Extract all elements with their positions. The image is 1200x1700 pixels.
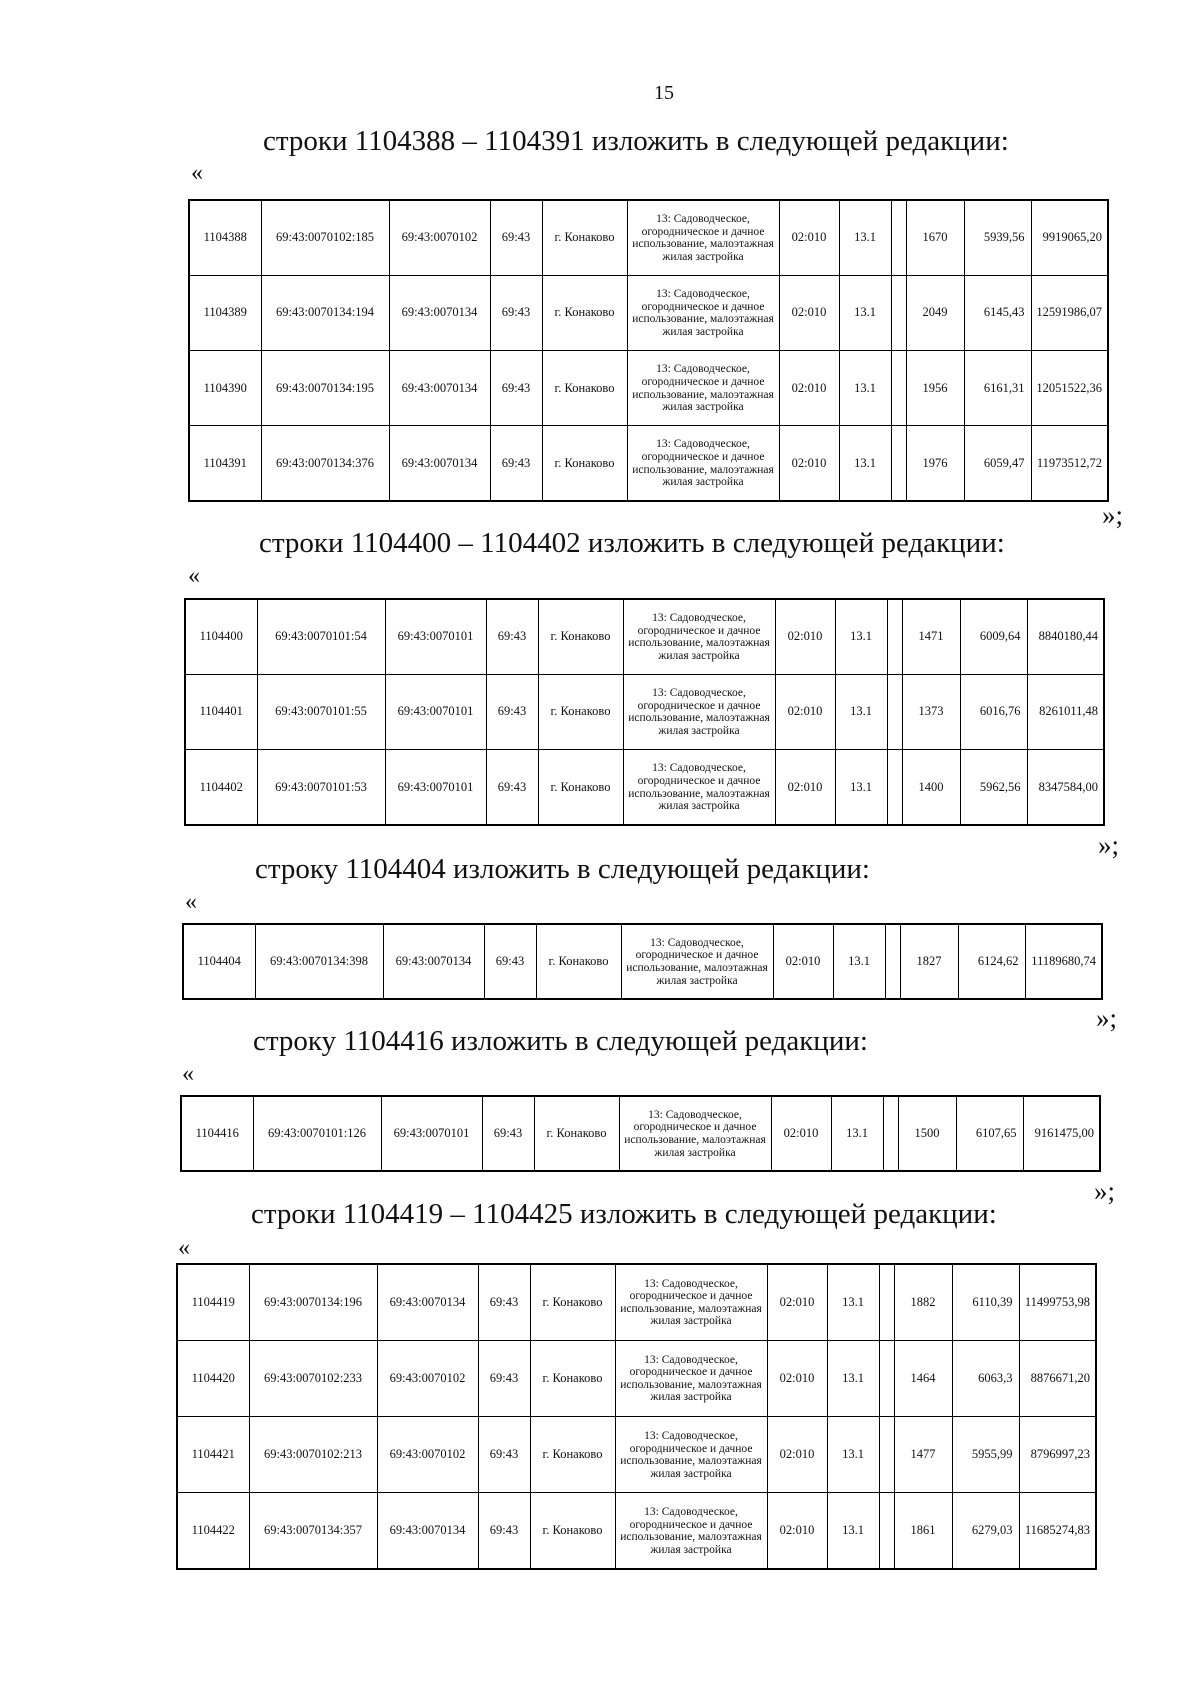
area-cell: 1500 xyxy=(898,1096,956,1171)
close-quote: »; xyxy=(1102,500,1124,530)
sum-cell: 9919065,20 xyxy=(1031,200,1108,275)
purpose-cell: 13: Садоводческое, огородническое и дачное использование, малоэтажная жилая застройка xyxy=(619,1096,771,1171)
sum-cell: 12051522,36 xyxy=(1031,351,1108,426)
row-id-cell: 1104404 xyxy=(183,924,255,999)
empty-cell xyxy=(891,426,906,501)
quarter-cell: 69:43:0070134 xyxy=(377,1493,478,1569)
table-row xyxy=(185,599,1104,674)
empty-cell xyxy=(887,750,902,825)
code-cell: 02:010 xyxy=(773,924,833,999)
locality-cell: г. Конаково xyxy=(542,426,627,501)
purpose-cell: 13: Садоводческое, огородническое и дачное использование, малоэтажная жилая застройка xyxy=(627,275,779,350)
district-cell: 69:43 xyxy=(482,1096,534,1171)
value-cell: 5962,56 xyxy=(960,750,1027,825)
close-quote: »; xyxy=(1096,1003,1118,1033)
group-cell: 13.1 xyxy=(827,1493,879,1569)
table-row xyxy=(177,1417,1096,1493)
locality-cell: г. Конаково xyxy=(530,1264,615,1340)
group-cell: 13.1 xyxy=(827,1264,879,1340)
code-cell: 02:010 xyxy=(767,1493,827,1569)
area-cell: 1882 xyxy=(894,1264,952,1340)
cadastral-number-cell: 69:43:0070134:196 xyxy=(249,1264,377,1340)
open-quote: « xyxy=(191,160,203,186)
area-cell: 1670 xyxy=(906,200,964,275)
row-id-cell: 1104391 xyxy=(189,426,261,501)
district-cell: 69:43 xyxy=(486,674,538,749)
open-quote: « xyxy=(185,889,197,915)
row-id-cell: 1104419 xyxy=(177,1264,249,1340)
table-row xyxy=(177,1264,1096,1340)
district-cell: 69:43 xyxy=(490,200,542,275)
district-cell: 69:43 xyxy=(478,1493,530,1569)
district-cell: 69:43 xyxy=(478,1264,530,1340)
cadastral-number-cell: 69:43:0070134:357 xyxy=(249,1493,377,1569)
amendment-table xyxy=(184,598,1105,826)
purpose-cell: 13: Садоводческое, огородническое и дачное использование, малоэтажная жилая застройка xyxy=(623,599,775,674)
close-quote: »; xyxy=(1094,1176,1116,1206)
locality-cell: г. Конаково xyxy=(536,924,621,999)
cadastral-number-cell: 69:43:0070134:376 xyxy=(261,426,389,501)
purpose-cell: 13: Садоводческое, огородническое и дачное использование, малоэтажная жилая застройка xyxy=(615,1493,767,1569)
table-row xyxy=(177,1340,1096,1416)
value-cell: 6009,64 xyxy=(960,599,1027,674)
sum-cell: 8796997,23 xyxy=(1019,1417,1096,1493)
code-cell: 02:010 xyxy=(779,351,839,426)
value-cell: 5939,56 xyxy=(964,200,1031,275)
group-cell: 13.1 xyxy=(839,351,891,426)
row-id-cell: 1104402 xyxy=(185,750,257,825)
sum-cell: 9161475,00 xyxy=(1023,1096,1100,1171)
purpose-cell: 13: Садоводческое, огородническое и дачное использование, малоэтажная жилая застройка xyxy=(621,924,773,999)
cadastral-number-cell: 69:43:0070102:233 xyxy=(249,1340,377,1416)
section-heading: строки 1104388 – 1104391 изложить в следующей редакции: xyxy=(263,125,1009,157)
section-heading: строки 1104419 – 1104425 изложить в следующей редакции: xyxy=(251,1198,997,1230)
empty-cell xyxy=(879,1417,894,1493)
value-cell: 6161,31 xyxy=(964,351,1031,426)
value-cell: 6063,3 xyxy=(952,1340,1019,1416)
page-number: 15 xyxy=(654,82,674,104)
row-id-cell: 1104389 xyxy=(189,275,261,350)
purpose-cell: 13: Садоводческое, огородническое и дачное использование, малоэтажная жилая застройка xyxy=(615,1340,767,1416)
area-cell: 1400 xyxy=(902,750,960,825)
quarter-cell: 69:43:0070101 xyxy=(385,599,486,674)
locality-cell: г. Конаково xyxy=(530,1417,615,1493)
table-row xyxy=(189,351,1108,426)
row-id-cell: 1104420 xyxy=(177,1340,249,1416)
section-heading: строку 1104416 изложить в следующей редакции: xyxy=(253,1025,868,1057)
group-cell: 13.1 xyxy=(839,200,891,275)
quarter-cell: 69:43:0070101 xyxy=(385,750,486,825)
area-cell: 1976 xyxy=(906,426,964,501)
empty-cell xyxy=(887,674,902,749)
open-quote: « xyxy=(188,563,200,589)
group-cell: 13.1 xyxy=(835,750,887,825)
empty-cell xyxy=(891,200,906,275)
sum-cell: 8876671,20 xyxy=(1019,1340,1096,1416)
value-cell: 6110,39 xyxy=(952,1264,1019,1340)
district-cell: 69:43 xyxy=(490,275,542,350)
area-cell: 1464 xyxy=(894,1340,952,1416)
sum-cell: 11499753,98 xyxy=(1019,1264,1096,1340)
district-cell: 69:43 xyxy=(484,924,536,999)
code-cell: 02:010 xyxy=(771,1096,831,1171)
district-cell: 69:43 xyxy=(486,599,538,674)
empty-cell xyxy=(879,1264,894,1340)
sum-cell: 8347584,00 xyxy=(1027,750,1104,825)
group-cell: 13.1 xyxy=(833,924,885,999)
locality-cell: г. Конаково xyxy=(530,1340,615,1416)
empty-cell xyxy=(883,1096,898,1171)
table-row xyxy=(181,1096,1100,1171)
locality-cell: г. Конаково xyxy=(542,275,627,350)
sum-cell: 8261011,48 xyxy=(1027,674,1104,749)
code-cell: 02:010 xyxy=(767,1417,827,1493)
quarter-cell: 69:43:0070134 xyxy=(389,426,490,501)
open-quote: « xyxy=(178,1235,190,1261)
quarter-cell: 69:43:0070134 xyxy=(377,1264,478,1340)
district-cell: 69:43 xyxy=(486,750,538,825)
sum-cell: 12591986,07 xyxy=(1031,275,1108,350)
value-cell: 5955,99 xyxy=(952,1417,1019,1493)
code-cell: 02:010 xyxy=(767,1264,827,1340)
group-cell: 13.1 xyxy=(835,599,887,674)
cadastral-number-cell: 69:43:0070102:185 xyxy=(261,200,389,275)
sum-cell: 11973512,72 xyxy=(1031,426,1108,501)
value-cell: 6279,03 xyxy=(952,1493,1019,1569)
table-row xyxy=(185,750,1104,825)
row-id-cell: 1104400 xyxy=(185,599,257,674)
amendment-table xyxy=(182,923,1103,1000)
section-heading: строку 1104404 изложить в следующей редакции: xyxy=(255,853,870,885)
value-cell: 6059,47 xyxy=(964,426,1031,501)
code-cell: 02:010 xyxy=(779,200,839,275)
code-cell: 02:010 xyxy=(775,750,835,825)
purpose-cell: 13: Садоводческое, огородническое и дачное использование, малоэтажная жилая застройка xyxy=(627,351,779,426)
district-cell: 69:43 xyxy=(478,1417,530,1493)
cadastral-number-cell: 69:43:0070101:53 xyxy=(257,750,385,825)
table-row xyxy=(189,275,1108,350)
row-id-cell: 1104416 xyxy=(181,1096,253,1171)
quarter-cell: 69:43:0070101 xyxy=(381,1096,482,1171)
district-cell: 69:43 xyxy=(490,351,542,426)
quarter-cell: 69:43:0070102 xyxy=(377,1417,478,1493)
cadastral-number-cell: 69:43:0070134:195 xyxy=(261,351,389,426)
quarter-cell: 69:43:0070134 xyxy=(389,275,490,350)
area-cell: 1827 xyxy=(900,924,958,999)
locality-cell: г. Конаково xyxy=(542,351,627,426)
open-quote: « xyxy=(182,1061,194,1087)
value-cell: 6145,43 xyxy=(964,275,1031,350)
value-cell: 6124,62 xyxy=(958,924,1025,999)
group-cell: 13.1 xyxy=(831,1096,883,1171)
group-cell: 13.1 xyxy=(827,1417,879,1493)
table-row xyxy=(189,426,1108,501)
row-id-cell: 1104401 xyxy=(185,674,257,749)
group-cell: 13.1 xyxy=(839,426,891,501)
locality-cell: г. Конаково xyxy=(538,599,623,674)
group-cell: 13.1 xyxy=(835,674,887,749)
area-cell: 2049 xyxy=(906,275,964,350)
cadastral-number-cell: 69:43:0070134:398 xyxy=(255,924,383,999)
table-row xyxy=(185,674,1104,749)
area-cell: 1471 xyxy=(902,599,960,674)
code-cell: 02:010 xyxy=(775,674,835,749)
quarter-cell: 69:43:0070102 xyxy=(377,1340,478,1416)
quarter-cell: 69:43:0070101 xyxy=(385,674,486,749)
row-id-cell: 1104388 xyxy=(189,200,261,275)
area-cell: 1477 xyxy=(894,1417,952,1493)
empty-cell xyxy=(879,1493,894,1569)
area-cell: 1373 xyxy=(902,674,960,749)
empty-cell xyxy=(887,599,902,674)
value-cell: 6107,65 xyxy=(956,1096,1023,1171)
district-cell: 69:43 xyxy=(478,1340,530,1416)
purpose-cell: 13: Садоводческое, огородническое и дачное использование, малоэтажная жилая застройка xyxy=(623,674,775,749)
purpose-cell: 13: Садоводческое, огородническое и дачное использование, малоэтажная жилая застройка xyxy=(627,426,779,501)
quarter-cell: 69:43:0070134 xyxy=(389,351,490,426)
group-cell: 13.1 xyxy=(827,1340,879,1416)
sum-cell: 11685274,83 xyxy=(1019,1493,1096,1569)
cadastral-number-cell: 69:43:0070101:54 xyxy=(257,599,385,674)
code-cell: 02:010 xyxy=(767,1340,827,1416)
table-row xyxy=(189,200,1108,275)
row-id-cell: 1104421 xyxy=(177,1417,249,1493)
area-cell: 1956 xyxy=(906,351,964,426)
purpose-cell: 13: Садоводческое, огородническое и дачное использование, малоэтажная жилая застройка xyxy=(615,1264,767,1340)
row-id-cell: 1104422 xyxy=(177,1493,249,1569)
empty-cell xyxy=(891,275,906,350)
section-heading: строки 1104400 – 1104402 изложить в следующей редакции: xyxy=(259,527,1005,559)
table-row xyxy=(183,924,1102,999)
sum-cell: 8840180,44 xyxy=(1027,599,1104,674)
empty-cell xyxy=(879,1340,894,1416)
sum-cell: 11189680,74 xyxy=(1025,924,1102,999)
cadastral-number-cell: 69:43:0070101:126 xyxy=(253,1096,381,1171)
cadastral-number-cell: 69:43:0070134:194 xyxy=(261,275,389,350)
amendment-table xyxy=(176,1263,1097,1570)
group-cell: 13.1 xyxy=(839,275,891,350)
locality-cell: г. Конаково xyxy=(534,1096,619,1171)
locality-cell: г. Конаково xyxy=(542,200,627,275)
table-row xyxy=(177,1493,1096,1569)
value-cell: 6016,76 xyxy=(960,674,1027,749)
quarter-cell: 69:43:0070134 xyxy=(383,924,484,999)
amendment-table xyxy=(188,199,1109,502)
purpose-cell: 13: Садоводческое, огородническое и дачное использование, малоэтажная жилая застройка xyxy=(615,1417,767,1493)
empty-cell xyxy=(891,351,906,426)
district-cell: 69:43 xyxy=(490,426,542,501)
quarter-cell: 69:43:0070102 xyxy=(389,200,490,275)
code-cell: 02:010 xyxy=(779,426,839,501)
row-id-cell: 1104390 xyxy=(189,351,261,426)
purpose-cell: 13: Садоводческое, огородническое и дачное использование, малоэтажная жилая застройка xyxy=(623,750,775,825)
locality-cell: г. Конаково xyxy=(530,1493,615,1569)
cadastral-number-cell: 69:43:0070101:55 xyxy=(257,674,385,749)
code-cell: 02:010 xyxy=(775,599,835,674)
locality-cell: г. Конаково xyxy=(538,674,623,749)
purpose-cell: 13: Садоводческое, огородническое и дачное использование, малоэтажная жилая застройка xyxy=(627,200,779,275)
area-cell: 1861 xyxy=(894,1493,952,1569)
empty-cell xyxy=(885,924,900,999)
close-quote: »; xyxy=(1098,830,1120,860)
cadastral-number-cell: 69:43:0070102:213 xyxy=(249,1417,377,1493)
code-cell: 02:010 xyxy=(779,275,839,350)
amendment-table xyxy=(180,1095,1101,1172)
locality-cell: г. Конаково xyxy=(538,750,623,825)
